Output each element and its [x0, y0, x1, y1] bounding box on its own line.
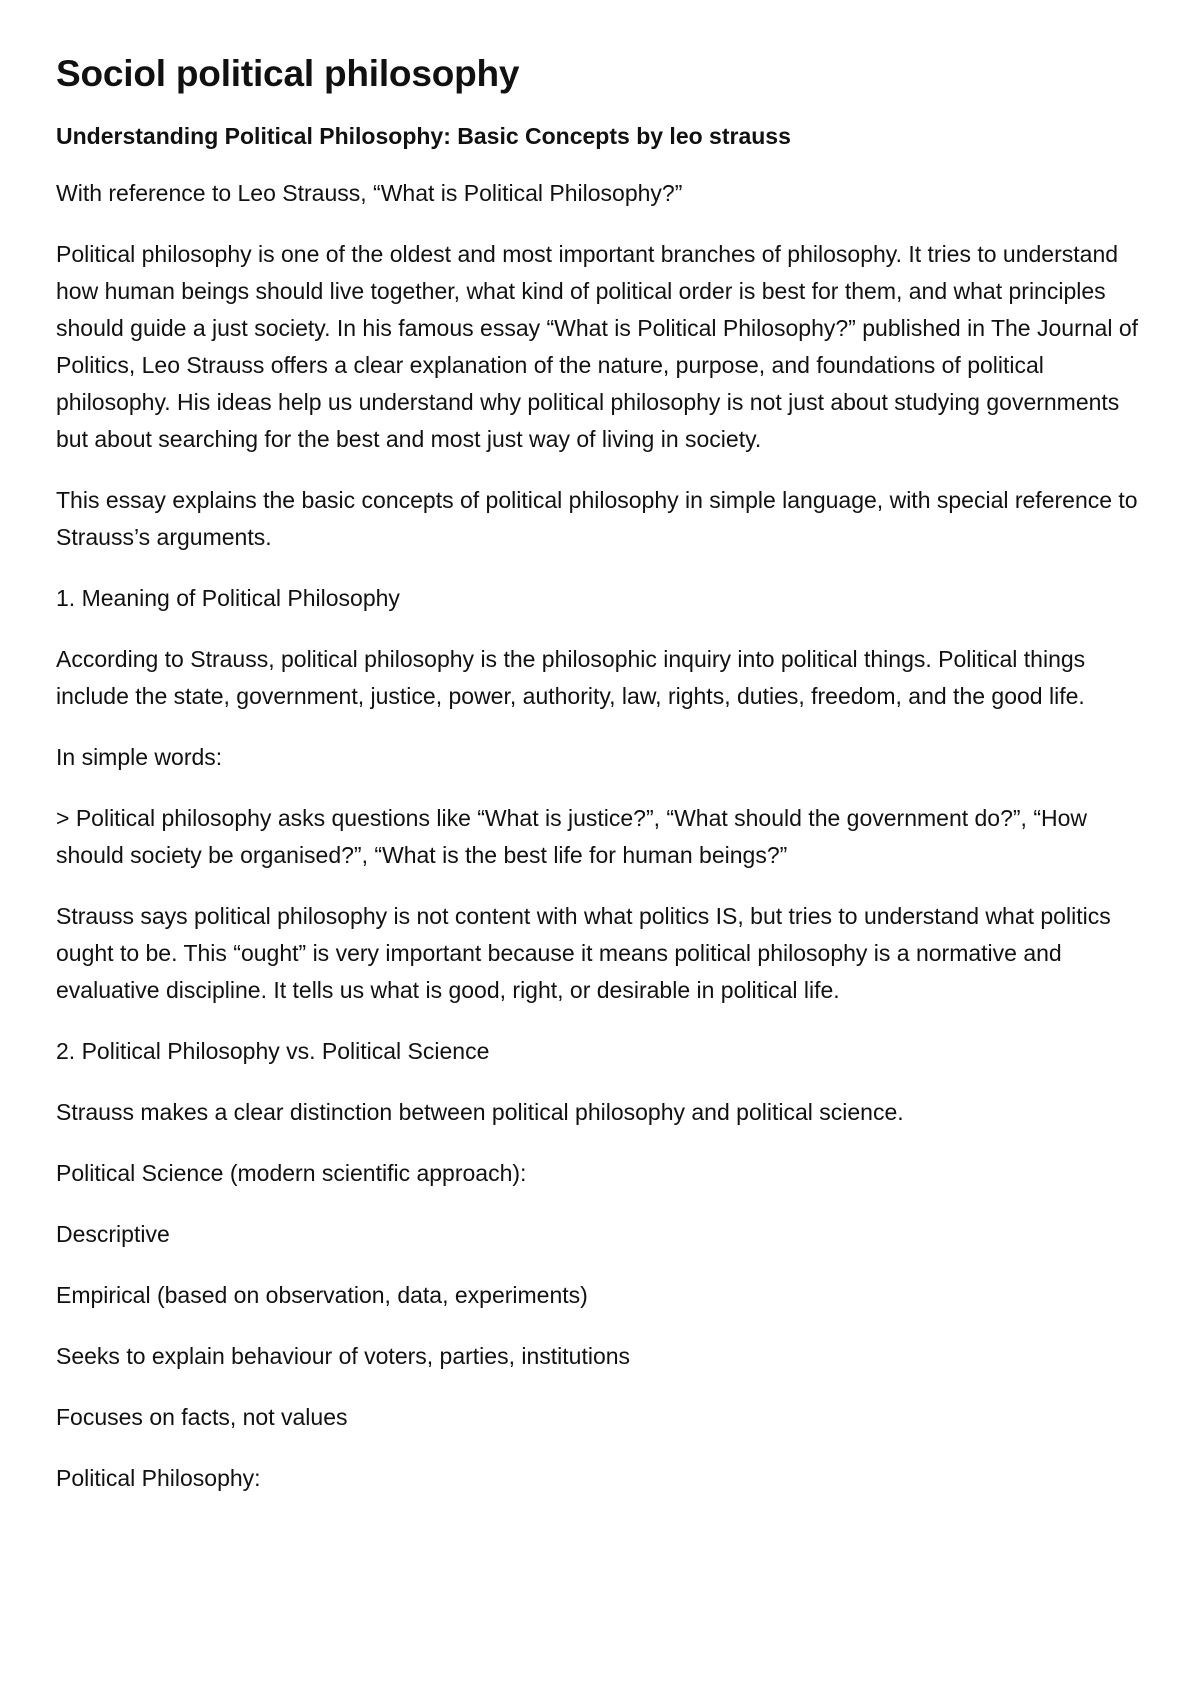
list-item: Seeks to explain behaviour of voters, parties, institutions [56, 1342, 631, 1369]
intro-paragraph: Political philosophy is one of the oldest and most important branches of philosophy. It tries to understand how human beings should live together, what kind of political order is best for them, and what principles should guide a just society. In his famous essay “What is Political Philosophy?” published in The Journal of Politics, Leo Strauss offers a clear explanation of the nature, purpose, and foundations of political philosophy. His ideas help us understand why political philosophy is not just about studying governments but about searching for the best and most just way of living in society. [56, 240, 1138, 452]
section-heading-meaning: 1. Meaning of Political Philosophy [56, 584, 400, 611]
list-item: Focuses on facts, not values [56, 1403, 348, 1430]
list-item: Empirical (based on observation, data, experiments) [56, 1281, 588, 1308]
normative-paragraph: Strauss says political philosophy is not content with what politics IS, but tries to understand what politics ought to be. This “ought” is very important because it means political philosophy is a normative and evaluative discipline. It tells us what is good, right, or desirable in political life. [56, 902, 1111, 1003]
reference-line: With reference to Leo Strauss, “What is Political Philosophy?” [56, 179, 683, 206]
distinction-paragraph: Strauss makes a clear distinction between political philosophy and political science. [56, 1098, 904, 1125]
political-science-label: Political Science (modern scientific approach): [56, 1159, 527, 1186]
document-title: Sociol political philosophy [56, 53, 520, 94]
meaning-paragraph: According to Strauss, political philosophy is the philosophic inquiry into political things. Political things include the state, government, justice, power, authority, law, rights, duties, freedom, and the good life. [56, 645, 1086, 709]
essay-scope-paragraph: This essay explains the basic concepts of political philosophy in simple language, with special reference to Strauss’s arguments. [56, 486, 1138, 550]
list-item: Descriptive [56, 1220, 170, 1247]
section-heading-vs: 2. Political Philosophy vs. Political Science [56, 1037, 490, 1064]
simple-words-label: In simple words: [56, 743, 223, 770]
political-philosophy-label: Political Philosophy: [56, 1464, 261, 1491]
document-subtitle: Understanding Political Philosophy: Basic Concepts by leo strauss [56, 123, 791, 150]
questions-quote: > Political philosophy asks questions like “What is justice?”, “What should the government do?”, “How should society be organised?”, “What is the best life for human beings?” [56, 804, 1088, 868]
